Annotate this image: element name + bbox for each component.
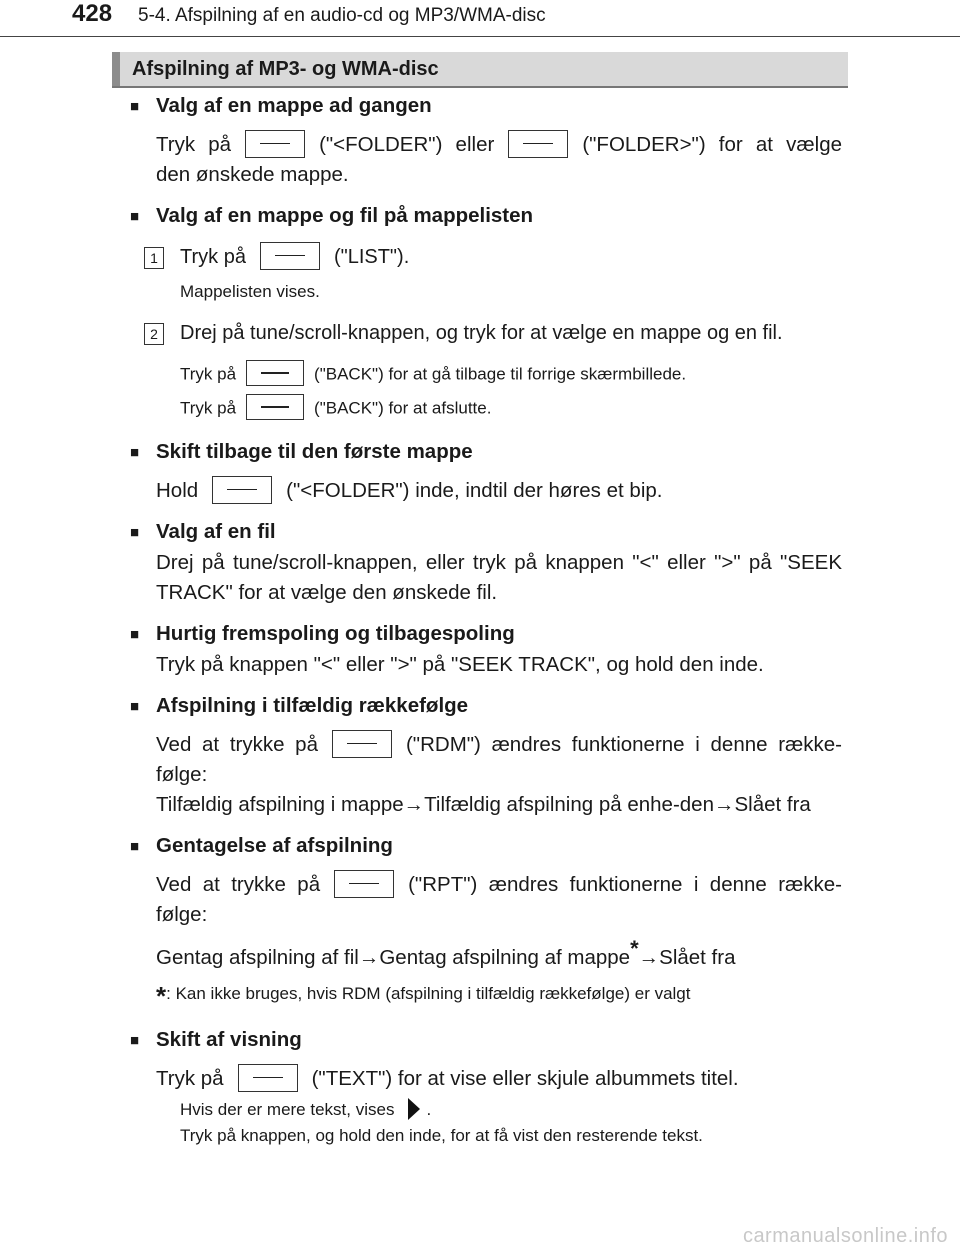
bullet-square-icon: ■ bbox=[130, 523, 140, 541]
heading-folder-at-a-time bbox=[130, 94, 842, 118]
text-button-icon bbox=[238, 1064, 298, 1092]
list-button-icon bbox=[260, 242, 320, 270]
text: ("FOLDER>") for at vælge den ønskede mappe. bbox=[156, 133, 842, 186]
more-text-arrow-icon bbox=[408, 1098, 420, 1120]
heading-repeat-playback bbox=[130, 834, 842, 858]
text: ("BACK") for at gå tilbage til forrige skærmbillede. bbox=[314, 364, 687, 384]
back-button-icon bbox=[246, 360, 304, 386]
step-number: 1 bbox=[144, 247, 164, 269]
step-text: Drej på tune/scroll-knappen, og tryk for at vælge en mappe og en fil. bbox=[180, 322, 783, 344]
back-button-icon bbox=[246, 394, 304, 420]
heading-text: Valg af en mappe ad gangen bbox=[156, 94, 432, 117]
heading-random-playback bbox=[130, 694, 842, 718]
heading-text: Afspilning i tilfældig rækkefølge bbox=[156, 694, 469, 717]
chapter-title: 5-4. Afspilning af en audio-cd og MP3/WMA-disc bbox=[138, 5, 546, 26]
bullet-square-icon: ■ bbox=[130, 837, 140, 855]
step-note: Mappelisten vises. bbox=[180, 282, 320, 301]
paragraph bbox=[156, 870, 842, 930]
paragraph bbox=[156, 1064, 842, 1094]
heading-text: Skift tilbage til den første mappe bbox=[156, 440, 473, 463]
folder-prev-button-icon bbox=[245, 130, 305, 158]
text: Ved at trykke på bbox=[156, 873, 321, 896]
footnote-star: * bbox=[156, 981, 167, 1011]
text: Gentag afspilning af fil→Gentag afspilning af mappe bbox=[156, 946, 631, 969]
text: ("TEXT") for at vise eller skjule albummets titel. bbox=[311, 1067, 739, 1090]
heading-text: Valg af en mappe og fil på mappelisten bbox=[156, 204, 534, 227]
bullet-square-icon: ■ bbox=[130, 443, 140, 461]
text: Tryk på bbox=[156, 1067, 224, 1090]
heading-text: Valg af en fil bbox=[156, 520, 276, 543]
text: ("<FOLDER") inde, indtil der høres et bip. bbox=[286, 479, 663, 502]
back-note-2 bbox=[180, 396, 842, 422]
step-2 bbox=[130, 318, 842, 348]
rpt-button-icon bbox=[334, 870, 394, 898]
paragraph bbox=[156, 130, 842, 190]
bullet-square-icon: ■ bbox=[130, 1031, 140, 1049]
text: Tryk på bbox=[180, 364, 237, 384]
heading-select-file bbox=[130, 520, 842, 544]
heading-first-folder bbox=[130, 440, 842, 464]
more-text-note bbox=[180, 1098, 842, 1122]
text: →Slået fra bbox=[638, 946, 736, 969]
text: Tryk på bbox=[156, 133, 232, 156]
paragraph bbox=[156, 730, 842, 790]
footnote bbox=[156, 981, 842, 1012]
text: Hvis der er mere tekst, vises bbox=[180, 1100, 395, 1119]
text: : Kan ikke bruges, hvis RDM (afspilning i tilfældig rækkefølge) er valgt bbox=[166, 984, 691, 1003]
step-1 bbox=[130, 242, 842, 272]
heading-display-change bbox=[130, 1028, 842, 1052]
paragraph: Tryk på knappen "<" eller ">" på "SEEK TRACK", og hold den inde. bbox=[156, 653, 764, 676]
section-bar-accent bbox=[112, 52, 120, 86]
text: ("LIST"). bbox=[333, 246, 410, 268]
heading-text: Skift af visning bbox=[156, 1028, 302, 1051]
heading-fast-forward-rewind bbox=[130, 622, 842, 646]
text: ("<FOLDER") eller bbox=[319, 133, 495, 156]
bullet-square-icon: ■ bbox=[130, 625, 140, 643]
paragraph: Tilfældig afspilning i mappe→Tilfældig afspilning på enhe-den→Slået fra bbox=[156, 793, 811, 816]
text: Tryk på bbox=[180, 398, 237, 418]
header-rule bbox=[0, 36, 960, 37]
hold-button-note: Tryk på knappen, og hold den inde, for at få vist den resterende tekst. bbox=[180, 1126, 703, 1145]
bullet-square-icon: ■ bbox=[130, 207, 140, 225]
section-title-bar bbox=[112, 52, 848, 88]
section-title: Afspilning af MP3- og WMA-disc bbox=[132, 58, 439, 80]
step-number: 2 bbox=[144, 323, 164, 345]
bullet-square-icon: ■ bbox=[130, 697, 140, 715]
bullet-square-icon: ■ bbox=[130, 97, 140, 115]
page-content bbox=[130, 94, 842, 1148]
paragraph: Drej på tune/scroll-knappen, eller tryk på knappen "<" eller ">" på "SEEK TRACK" for at vælge den ønskede fil. bbox=[156, 551, 842, 604]
text: Ved at trykke på bbox=[156, 733, 318, 756]
rdm-button-icon bbox=[332, 730, 392, 758]
page-number: 428 bbox=[72, 0, 113, 27]
paragraph bbox=[156, 934, 842, 973]
heading-text: Hurtig fremspoling og tilbagespoling bbox=[156, 622, 515, 645]
page-header bbox=[0, 0, 960, 40]
heading-folder-list bbox=[130, 204, 842, 228]
step-text bbox=[180, 242, 409, 272]
text: ("RPT") ændres funktionerne i denne række-følge: bbox=[156, 873, 842, 926]
folder-next-button-icon bbox=[508, 130, 568, 158]
heading-text: Gentagelse af afspilning bbox=[156, 834, 393, 857]
back-note-1 bbox=[180, 362, 842, 388]
paragraph bbox=[156, 476, 842, 506]
text: ("RDM") ændres funktionerne i denne række-følge: bbox=[156, 733, 842, 786]
text: Hold bbox=[156, 479, 199, 502]
text: ("BACK") for at afslutte. bbox=[314, 398, 492, 418]
watermark: carmanualsonline.info bbox=[742, 1225, 948, 1247]
text: Tryk på bbox=[180, 246, 246, 268]
folder-prev-button-icon bbox=[212, 476, 272, 504]
text: . bbox=[426, 1100, 432, 1119]
footnote-star: * bbox=[630, 936, 639, 961]
